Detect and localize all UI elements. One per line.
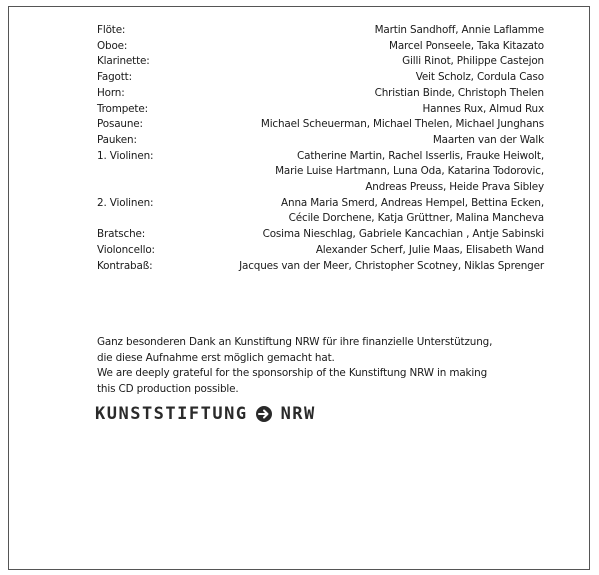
- circle-arrow-right-icon: [255, 405, 273, 423]
- musician-names: Cosima Nieschlag, Gabriele Kancachian , Antje Sabinski: [262, 228, 544, 241]
- instrument-label: Fagott:: [97, 71, 132, 84]
- roster-row: [97, 70, 544, 86]
- instrument-label: Bratsche:: [97, 228, 146, 241]
- roster-row: [97, 259, 544, 275]
- roster-row: [97, 133, 544, 149]
- acknowledgement-line: Ganz besonderen Dank an Kunstiftung NRW für ihre finanzielle Unterstützung,: [97, 336, 493, 348]
- roster-row: [97, 86, 544, 102]
- roster-row: [97, 164, 544, 180]
- instrument-label: Flöte:: [97, 24, 126, 36]
- musician-names: Veit Scholz, Cordula Caso: [415, 71, 544, 84]
- kunststiftung-nrw-logo: [95, 404, 316, 424]
- roster-row: [97, 23, 544, 39]
- musician-names: Alexander Scherf, Julie Maas, Elisabeth Wand: [315, 243, 544, 256]
- acknowledgement-line: this CD production possible.: [97, 382, 239, 395]
- instrument-label: Kontrabaß:: [97, 259, 153, 272]
- instrument-label: Posaune:: [97, 118, 143, 131]
- musician-names: Christian Binde, Christoph Thelen: [374, 86, 544, 99]
- instrument-label: Trompete:: [97, 102, 148, 115]
- roster-row: [97, 117, 544, 133]
- logo-right-text: NRW: [280, 404, 316, 424]
- roster-row: [97, 227, 544, 243]
- instrument-label: 1. Violinen:: [97, 149, 154, 162]
- musician-names: Cécile Dorchene, Katja Grüttner, Malina Mancheva: [288, 212, 544, 225]
- instrument-label: 2. Violinen:: [97, 196, 154, 209]
- acknowledgement-line: We are deeply grateful for the sponsorship of the Kunstiftung NRW in making: [97, 367, 488, 380]
- instrument-label: Klarinette:: [97, 55, 150, 68]
- logo-left-text: KUNSTSTIFTUNG: [95, 404, 248, 424]
- musician-names: Marie Luise Hartmann, Luna Oda, Katarina Todorovic,: [275, 165, 544, 178]
- musician-names: Gilli Rinot, Philippe Castejon: [402, 55, 544, 68]
- roster-row: [97, 102, 544, 118]
- roster-row: [97, 149, 544, 165]
- musician-names: Michael Scheuerman, Michael Thelen, Michael Junghans: [260, 118, 544, 131]
- acknowledgement-line: die diese Aufnahme erst möglich gemacht hat.: [97, 351, 335, 364]
- acknowledgement: [97, 335, 527, 397]
- instrument-label: Oboe:: [97, 39, 128, 52]
- roster-row: [97, 180, 544, 196]
- roster-row: [97, 243, 544, 259]
- instrument-label: Pauken:: [97, 133, 137, 146]
- musician-names: Andreas Preuss, Heide Prava Sibley: [365, 181, 544, 194]
- instrument-label: Violoncello:: [97, 243, 155, 256]
- musician-names: Anna Maria Smerd, Andreas Hempel, Bettina Ecken,: [281, 196, 544, 209]
- musician-roster: [97, 23, 544, 274]
- musician-names: Martin Sandhoff, Annie Laflamme: [374, 24, 544, 36]
- roster-row: [97, 39, 544, 55]
- roster-row: [97, 54, 544, 70]
- roster-row: [97, 211, 544, 227]
- musician-names: Maarten van der Walk: [432, 133, 544, 146]
- musician-names: Catherine Martin, Rachel Isserlis, Frauke Heiwolt,: [297, 149, 544, 162]
- musician-names: Marcel Ponseele, Taka Kitazato: [389, 39, 544, 52]
- musician-names: Hannes Rux, Almud Rux: [422, 102, 544, 115]
- musician-names: Jacques van der Meer, Christopher Scotney, Niklas Sprenger: [239, 259, 544, 272]
- roster-row: [97, 196, 544, 212]
- instrument-label: Horn:: [97, 86, 125, 99]
